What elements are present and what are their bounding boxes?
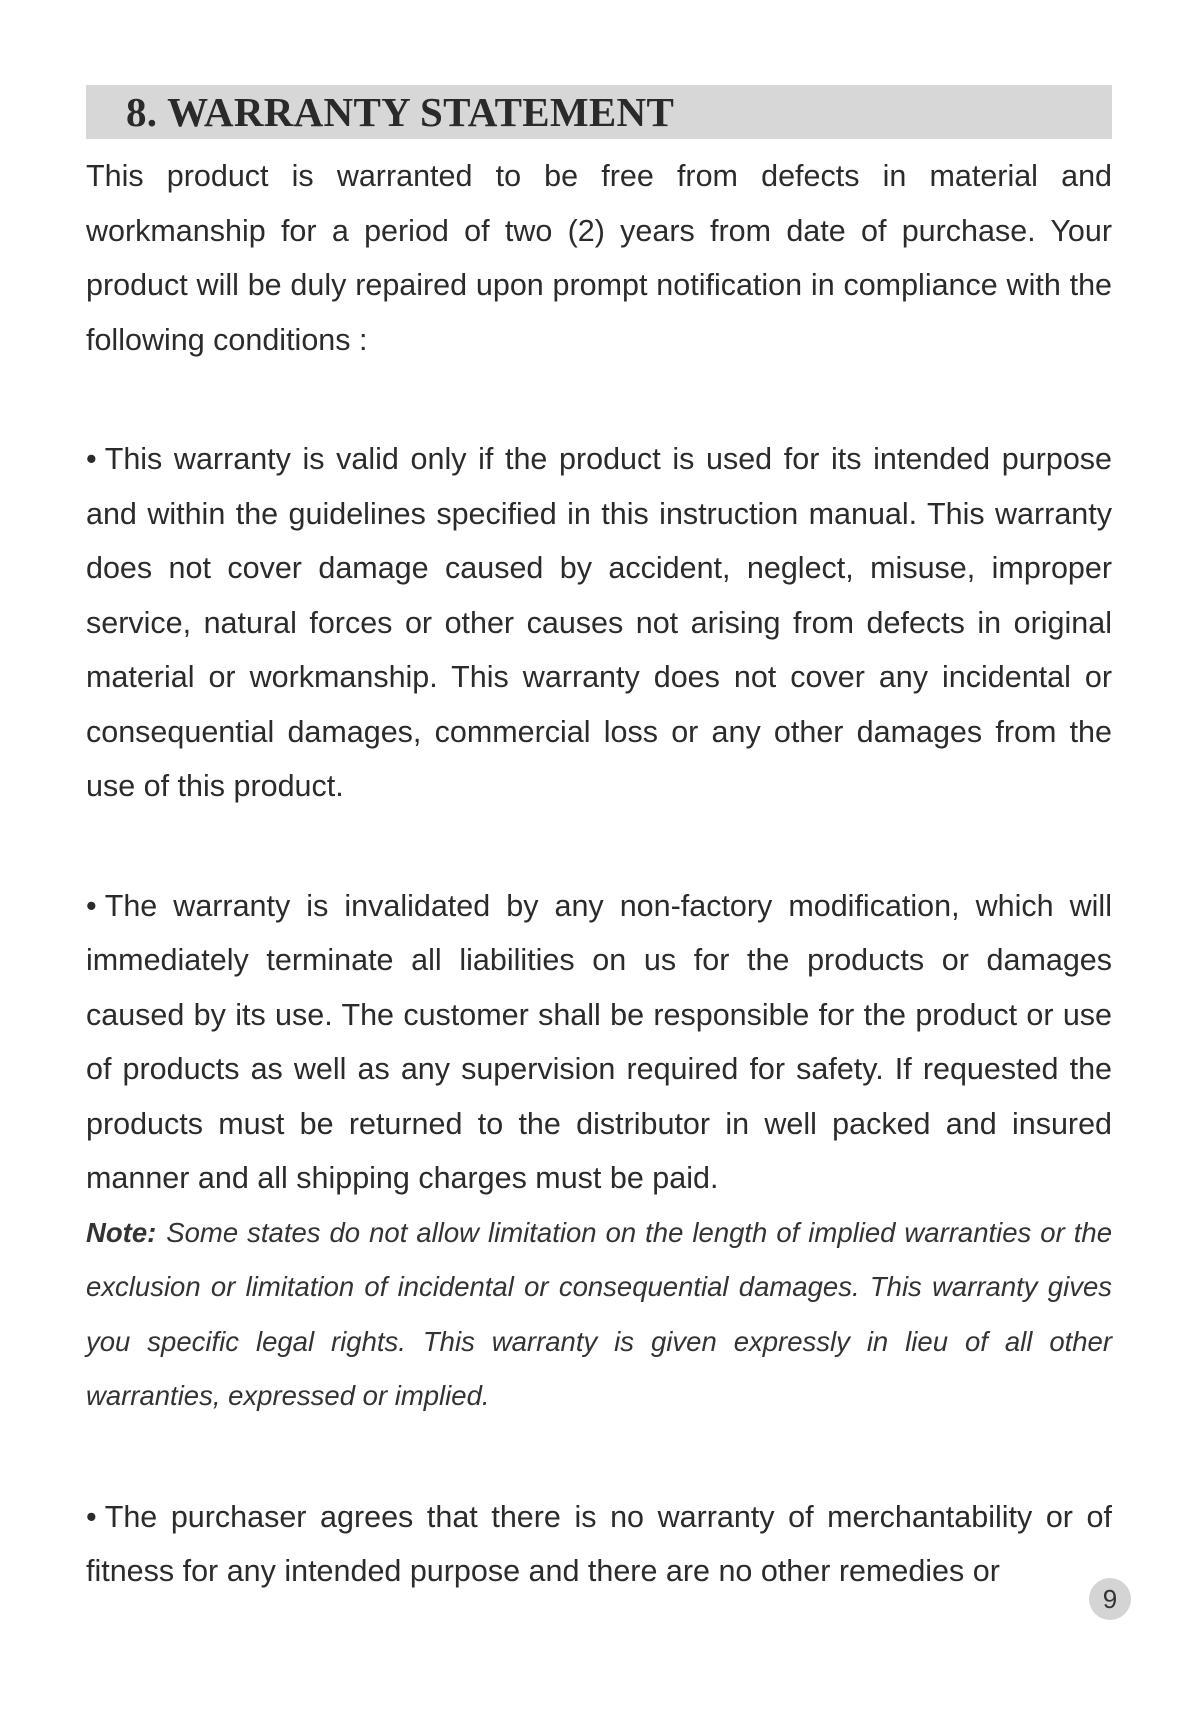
- bullet-item-validity: [86, 432, 1112, 814]
- bullet-item-invalidation: [86, 879, 1112, 1206]
- bullet-text: The warranty is invalidated by any non-factory modification, which will immediately terminate all liabilities on us for the products or damages caused by its use. The customer shall be responsible for the product or use of products as well as any supervision required for safety. If requested the products must be returned to the distributor in well packed and insured manner and all shipping charges must be paid.: [86, 888, 1112, 1195]
- note-label: Note:: [86, 1216, 157, 1248]
- bullet-marker: •: [86, 1499, 97, 1534]
- bullet-item-merchantability: [86, 1490, 1112, 1599]
- bullet-marker: •: [86, 442, 97, 476]
- note-paragraph: [86, 1206, 1112, 1424]
- page-number-badge: 9: [1089, 1578, 1131, 1620]
- bullet-marker: •: [86, 888, 97, 923]
- bullet-text: The purchaser agrees that there is no warranty of merchantability or of fitness for any intended purpose and there are no other remedies or: [86, 1499, 1112, 1588]
- note-text: Some states do not allow limitation on the length of implied warranties or the exclusion or limitation of incidental or consequential damages. This warranty gives you specific legal rights. This warranty is given expressly in lieu of all other warranties, expressed or implied.: [86, 1216, 1112, 1411]
- bullet-text: This warranty is valid only if the product is used for its intended purpose and within the guidelines specified in this instruction manual. This warranty does not cover damage caused by accident, neglect, misuse, improper service, natural forces or other causes not arising from defects in original material or workmanship. This warranty does not cover any incidental or consequential damages, commercial loss or any other damages from the use of this product.: [86, 442, 1112, 803]
- manual-page: [86, 85, 1112, 1599]
- section-title: 8. WARRANTY STATEMENT: [126, 89, 675, 135]
- intro-paragraph: This product is warranted to be free from defects in material and workmanship for a period of two (2) years from date of purchase. Your product will be duly repaired upon prompt notification in compliance with the following conditions :: [86, 159, 1112, 357]
- section-header: [86, 85, 1112, 139]
